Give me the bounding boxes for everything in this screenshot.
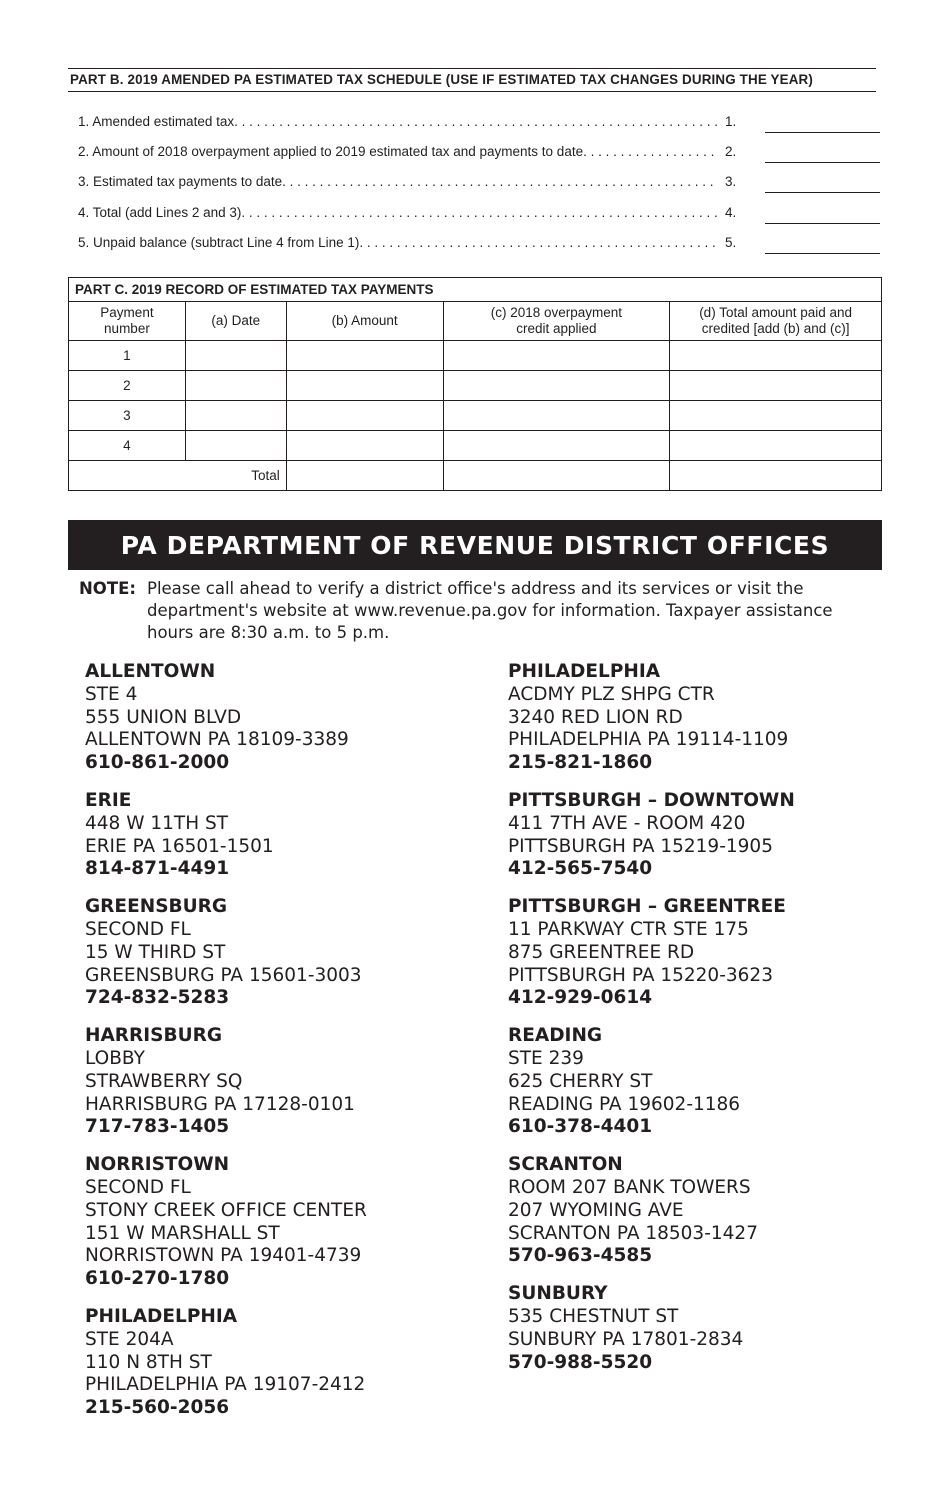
- district-office: [508, 661, 795, 775]
- office-phone: 610-861-2000: [85, 752, 230, 774]
- office-phone: 814-871-4491: [85, 858, 230, 880]
- office-name: PHILADELPHIA: [85, 1305, 238, 1327]
- header-text: (d) Total amount paid and: [699, 305, 853, 320]
- line-number: 4.: [725, 205, 737, 220]
- office-address-line: SECOND FL: [85, 918, 191, 940]
- date-cell[interactable]: [185, 431, 286, 461]
- amount-cell[interactable]: [286, 431, 443, 461]
- office-address-line: 448 W 11TH ST: [85, 812, 229, 834]
- office-address-line: PHILADELPHIA PA 19107-2412: [85, 1374, 366, 1396]
- district-office: [508, 1025, 795, 1139]
- office-address-line: STRAWBERRY SQ: [85, 1070, 243, 1092]
- amount-cell[interactable]: [286, 371, 443, 401]
- office-phone: 412-929-0614: [508, 987, 653, 1009]
- line-label: 4. Total (add Lines 2 and 3). . . .: [78, 205, 718, 220]
- office-name: SCRANTON: [508, 1154, 623, 1176]
- office-address-line: SECOND FL: [85, 1176, 191, 1198]
- district-offices-banner: PA DEPARTMENT OF REVENUE DISTRICT OFFICES: [68, 520, 882, 570]
- district-office: [508, 1283, 795, 1374]
- line-2-amount-field[interactable]: [765, 162, 880, 163]
- note: [79, 578, 859, 644]
- total-cell[interactable]: [670, 431, 882, 461]
- office-address-line: ERIE PA 16501-1501: [85, 835, 274, 857]
- district-office: [85, 1306, 367, 1420]
- office-name: ERIE: [85, 789, 132, 811]
- date-cell[interactable]: [185, 401, 286, 431]
- office-address-line: STONY CREEK OFFICE CENTER: [85, 1199, 367, 1221]
- office-address-line: PHILADELPHIA PA 19114-1109: [508, 729, 789, 751]
- office-address-line: ROOM 207 BANK TOWERS: [508, 1176, 751, 1198]
- office-name: PITTSBURGH – DOWNTOWN: [508, 789, 795, 811]
- line-3-amount-field[interactable]: [765, 192, 880, 193]
- total-row: [69, 461, 882, 491]
- offices-right-column: [508, 661, 795, 1389]
- overpayment-header: [443, 302, 670, 341]
- office-address-line: ACDMY PLZ SHPG CTR: [508, 683, 715, 705]
- table-row: [69, 371, 882, 401]
- office-address-line: 535 CHESTNUT ST: [508, 1305, 679, 1327]
- office-address-line: LOBBY: [85, 1047, 145, 1069]
- table-row: [69, 401, 882, 431]
- office-address-line: NORRISTOWN PA 19401-4739: [85, 1245, 362, 1267]
- office-address-line: STE 4: [85, 683, 138, 705]
- line-label: 1. Amended estimated tax. . . .: [78, 114, 718, 129]
- office-phone: 610-378-4401: [508, 1116, 653, 1138]
- overpayment-cell[interactable]: [443, 371, 670, 401]
- line-1-amount-field[interactable]: [765, 132, 880, 133]
- payment-number-header: [69, 302, 186, 341]
- date-cell[interactable]: [185, 341, 286, 371]
- office-address-line: SCRANTON PA 18503-1427: [508, 1222, 758, 1244]
- district-office: [508, 1154, 795, 1268]
- office-address-line: 11 PARKWAY CTR STE 175: [508, 918, 749, 940]
- office-phone: 717-783-1405: [85, 1116, 230, 1138]
- part-c-title: PART C. 2019 RECORD OF ESTIMATED TAX PAYMENTS: [69, 278, 882, 302]
- part-b-line-4: [78, 203, 880, 225]
- line-label: 5. Unpaid balance (subtract Line 4 from Line 1). . . .: [78, 235, 718, 250]
- amount-header: (b) Amount: [286, 302, 443, 341]
- district-office: [85, 1025, 367, 1139]
- part-b-line-5: [78, 233, 880, 255]
- office-address-line: 411 7TH AVE - ROOM 420: [508, 812, 746, 834]
- table-row: [69, 341, 882, 371]
- office-phone: 215-821-1860: [508, 752, 653, 774]
- header-text: credited [add (b) and (c)]: [701, 321, 850, 336]
- total-label: Total: [69, 461, 287, 491]
- payment-number: 1: [69, 341, 186, 371]
- line-number: 2.: [725, 144, 737, 159]
- office-name: SUNBURY: [508, 1283, 608, 1305]
- note-text: Please call ahead to verify a district office's address and its services or visit the department's website at www.revenue.pa.gov for information. Taxpayer assistance hours are 8:30 a.m. to 5 p.m.: [147, 579, 833, 642]
- overpayment-cell[interactable]: [443, 401, 670, 431]
- district-office: [508, 790, 795, 881]
- office-address-line: GREENSBURG PA 15601-3003: [85, 964, 362, 986]
- amount-cell[interactable]: [286, 341, 443, 371]
- table-row: [69, 431, 882, 461]
- line-number: 5.: [725, 235, 737, 250]
- line-label: 3. Estimated tax payments to date. . . .: [78, 174, 718, 189]
- date-header: (a) Date: [185, 302, 286, 341]
- part-b-title: PART B. 2019 AMENDED PA ESTIMATED TAX SCHEDULE (USE IF ESTIMATED TAX CHANGES DURING THE YEAR): [68, 68, 876, 92]
- office-phone: 610-270-1780: [85, 1268, 230, 1290]
- total-cell[interactable]: [670, 371, 882, 401]
- part-b-line-2: [78, 142, 880, 164]
- district-office: [85, 1154, 367, 1291]
- office-address-line: PITTSBURGH PA 15220-3623: [508, 964, 773, 986]
- office-address-line: READING PA 19602-1186: [508, 1093, 741, 1115]
- district-office: [85, 661, 367, 775]
- office-phone: 570-963-4585: [508, 1245, 653, 1267]
- total-cell[interactable]: [670, 401, 882, 431]
- office-address-line: 875 GREENTREE RD: [508, 941, 695, 963]
- payment-number: 4: [69, 431, 186, 461]
- district-office: [508, 896, 795, 1010]
- office-name: READING: [508, 1025, 603, 1047]
- line-number: 1.: [725, 114, 737, 129]
- office-phone: 215-560-2056: [85, 1397, 230, 1419]
- header-text: number: [104, 321, 150, 336]
- office-address-line: SUNBURY PA 17801-2834: [508, 1328, 744, 1350]
- grand-total-cell[interactable]: [670, 461, 882, 491]
- line-label: 2. Amount of 2018 overpayment applied to 2019 estimated tax and payments to date. . . .: [78, 144, 718, 159]
- part-b-line-3: [78, 172, 880, 194]
- district-office: [85, 896, 367, 1010]
- line-number: 3.: [725, 174, 737, 189]
- total-overpayment-cell[interactable]: [443, 461, 670, 491]
- office-address-line: HARRISBURG PA 17128-0101: [85, 1093, 355, 1115]
- total-amount-cell[interactable]: [286, 461, 443, 491]
- part-c-table: [68, 277, 882, 491]
- amount-cell[interactable]: [286, 401, 443, 431]
- header-text: (c) 2018 overpayment: [490, 305, 623, 320]
- line-5-amount-field[interactable]: [765, 253, 880, 254]
- overpayment-cell[interactable]: [443, 431, 670, 461]
- part-b-line-1: [78, 112, 880, 134]
- office-phone: 724-832-5283: [85, 987, 230, 1009]
- office-name: PHILADELPHIA: [508, 661, 661, 682]
- office-name: GREENSBURG: [85, 896, 228, 918]
- office-address-line: 625 CHERRY ST: [508, 1070, 653, 1092]
- office-name: HARRISBURG: [85, 1025, 223, 1047]
- office-address-line: PITTSBURGH PA 15219-1905: [508, 835, 773, 857]
- note-label: NOTE:: [79, 579, 136, 598]
- payment-number: 2: [69, 371, 186, 401]
- office-address-line: 151 W MARSHALL ST: [85, 1222, 280, 1244]
- header-text: Payment: [100, 305, 154, 320]
- office-address-line: 15 W THIRD ST: [85, 941, 226, 963]
- office-name: NORRISTOWN: [85, 1154, 230, 1176]
- office-address-line: 110 N 8TH ST: [85, 1351, 212, 1373]
- total-amount-header: [670, 302, 882, 341]
- total-cell[interactable]: [670, 341, 882, 371]
- office-address-line: 207 WYOMING AVE: [508, 1199, 684, 1221]
- line-4-amount-field[interactable]: [765, 223, 880, 224]
- office-name: PITTSBURGH – GREENTREE: [508, 896, 786, 918]
- office-address-line: STE 204A: [85, 1328, 174, 1350]
- payment-number: 3: [69, 401, 186, 431]
- overpayment-cell[interactable]: [443, 341, 670, 371]
- office-address-line: 555 UNION BLVD: [85, 706, 242, 728]
- office-phone: 412-565-7540: [508, 858, 653, 880]
- office-address-line: 3240 RED LION RD: [508, 706, 683, 728]
- date-cell[interactable]: [185, 371, 286, 401]
- office-phone: 570-988-5520: [508, 1351, 653, 1373]
- header-text: credit applied: [516, 321, 597, 336]
- office-name: ALLENTOWN: [85, 661, 216, 682]
- offices-left-column: [85, 661, 367, 1435]
- district-office: [85, 790, 367, 881]
- office-address-line: STE 239: [508, 1047, 584, 1069]
- office-address-line: ALLENTOWN PA 18109-3389: [85, 729, 349, 751]
